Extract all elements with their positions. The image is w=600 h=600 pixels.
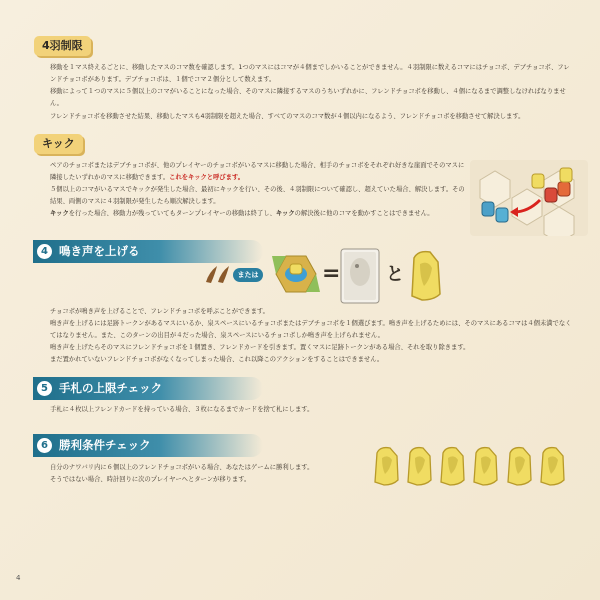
section-bar-victory xyxy=(33,434,263,457)
kick-definition-highlight: これをキックと呼びます。 xyxy=(169,173,245,181)
kick-board-illustration xyxy=(470,160,588,236)
step-number-6: 6 xyxy=(37,438,52,453)
step-number-5: 5 xyxy=(37,381,52,396)
kick-paragraph-3 xyxy=(50,208,470,220)
cry-paragraph-3: 鳴き声を上げたらそのマスにフレンドチョコボを１個置き、フレンドカードを引きます。置くマスに足跡トークンがある場合、それを取り除きます。 xyxy=(50,344,470,351)
four-wing-paragraph-2: 移動によって１つのマスに５個以上のコマがいることになった場合、そのマスに隣接するマスのうちいずれかに、フレンドチョコボを移動し、４個になるまで調整しなければなりません。 xyxy=(50,88,566,107)
and-label: と xyxy=(386,264,404,285)
section-title-cry: 鳴き声を上げる xyxy=(59,244,140,258)
kick-paragraph-2: ５個以上のコマがいるマスでキックが発生した場合、最初にキックを行い、その後、４羽制限について確認し、超えていた場合、解決します。その結果、両側のマスに４羽制限が発生したら順次解決します。 xyxy=(50,186,465,205)
section-bar-cry xyxy=(33,240,263,263)
friend-chocobo-piece-icon xyxy=(408,250,444,302)
section-title-kick: キック xyxy=(34,134,83,154)
equals-sign: = xyxy=(322,261,341,286)
section-title-hand-limit: 手札の上限チェック xyxy=(59,381,163,395)
step-number-4: 4 xyxy=(37,244,52,259)
kick-paragraph-1-text: ペアのチョコボまたはデブチョコボが、他のプレイヤーのチョコボがいるマスに移動した場合、相手のチョコボをそれぞれ好きな崖面でそのマスに隣接したいずれかのマスに移動できます。 xyxy=(50,162,465,181)
cry-paragraph-1: チョコボが鳴き声を上げることで、フレンドチョコボを呼ぶことができます。 xyxy=(50,308,269,315)
kick-term: キック xyxy=(50,210,69,217)
friend-card-icon xyxy=(340,248,380,304)
friend-chocobo-piece-icon xyxy=(505,446,535,486)
or-label: または xyxy=(233,268,263,282)
cry-paragraph-2: 鳴き声を上げるには足跡トークンがあるマスにいるか、泉スペースにいるチョコボまたはデブチョコボを１個選びます。鳴き声を上げるためには、そのマスにあるコマは４個未満でなくてはなりません。また、このターンの出目が４だった場合、泉スペースにいるチョコボしか鳴き声を上げられません。 xyxy=(50,320,572,339)
spring-space-tile-icon xyxy=(268,254,324,296)
kick-paragraph-3-end: の解決後に他のコマを動かすことはできません。 xyxy=(294,210,434,217)
friend-chocobo-piece-icon xyxy=(471,446,501,486)
cry-paragraph-4: まだ置かれていないフレンドチョコボがなくなってしまった場合、これ以降このアクションをすることはできません。 xyxy=(50,356,384,363)
section-bar-hand-limit xyxy=(33,377,263,400)
friend-chocobo-piece-icon xyxy=(405,446,435,486)
kick-paragraph-3-mid: を行った場合、移動力が残っていてもターンプレイヤーの移動は終了し、 xyxy=(68,210,276,217)
kick-paragraph-1 xyxy=(50,160,465,183)
friend-chocobo-piece-icon xyxy=(538,446,568,486)
victory-paragraph-2: そうではない場合、時計回りに次のプレイヤーへとターンが移ります。 xyxy=(50,476,251,483)
hand-limit-paragraph: 手札に４枚以上フレンドカードを持っている場合、３枚になるまでカードを捨て札にします。 xyxy=(50,406,314,413)
footprint-token-icon xyxy=(203,262,233,286)
page-number: 4 xyxy=(16,574,21,582)
four-wing-paragraph-3: フレンドチョコボを移動させた結果、移動したマスも4羽制限を超えた場合、すべてのマスのコマ数が４個以内になるよう、フレンドチョコボを移動させて解決します。 xyxy=(50,113,525,120)
kick-term-2: キック xyxy=(275,210,295,217)
friend-chocobo-piece-icon xyxy=(372,446,402,486)
section-title-four-wing-limit: 4羽制限 xyxy=(34,36,91,56)
four-wing-paragraph-1: 移動を１マス終えるごとに、移動したマスのコマ数を確認します。1つのマスにはコマが４個までしかいることができません。４羽制限に数えるコマにはチョコボ、デブチョコボ、フレンドチョコボがあります。デブチョコボは、１個でコマ２個分として数えます。 xyxy=(50,64,570,83)
victory-paragraph-1: 自分のナワバリ内に６個以上のフレンドチョコボがいる場合、あなたはゲームに勝利します。 xyxy=(50,464,314,471)
section-title-victory: 勝利条件チェック xyxy=(59,438,151,452)
friend-chocobo-piece-icon xyxy=(438,446,468,486)
